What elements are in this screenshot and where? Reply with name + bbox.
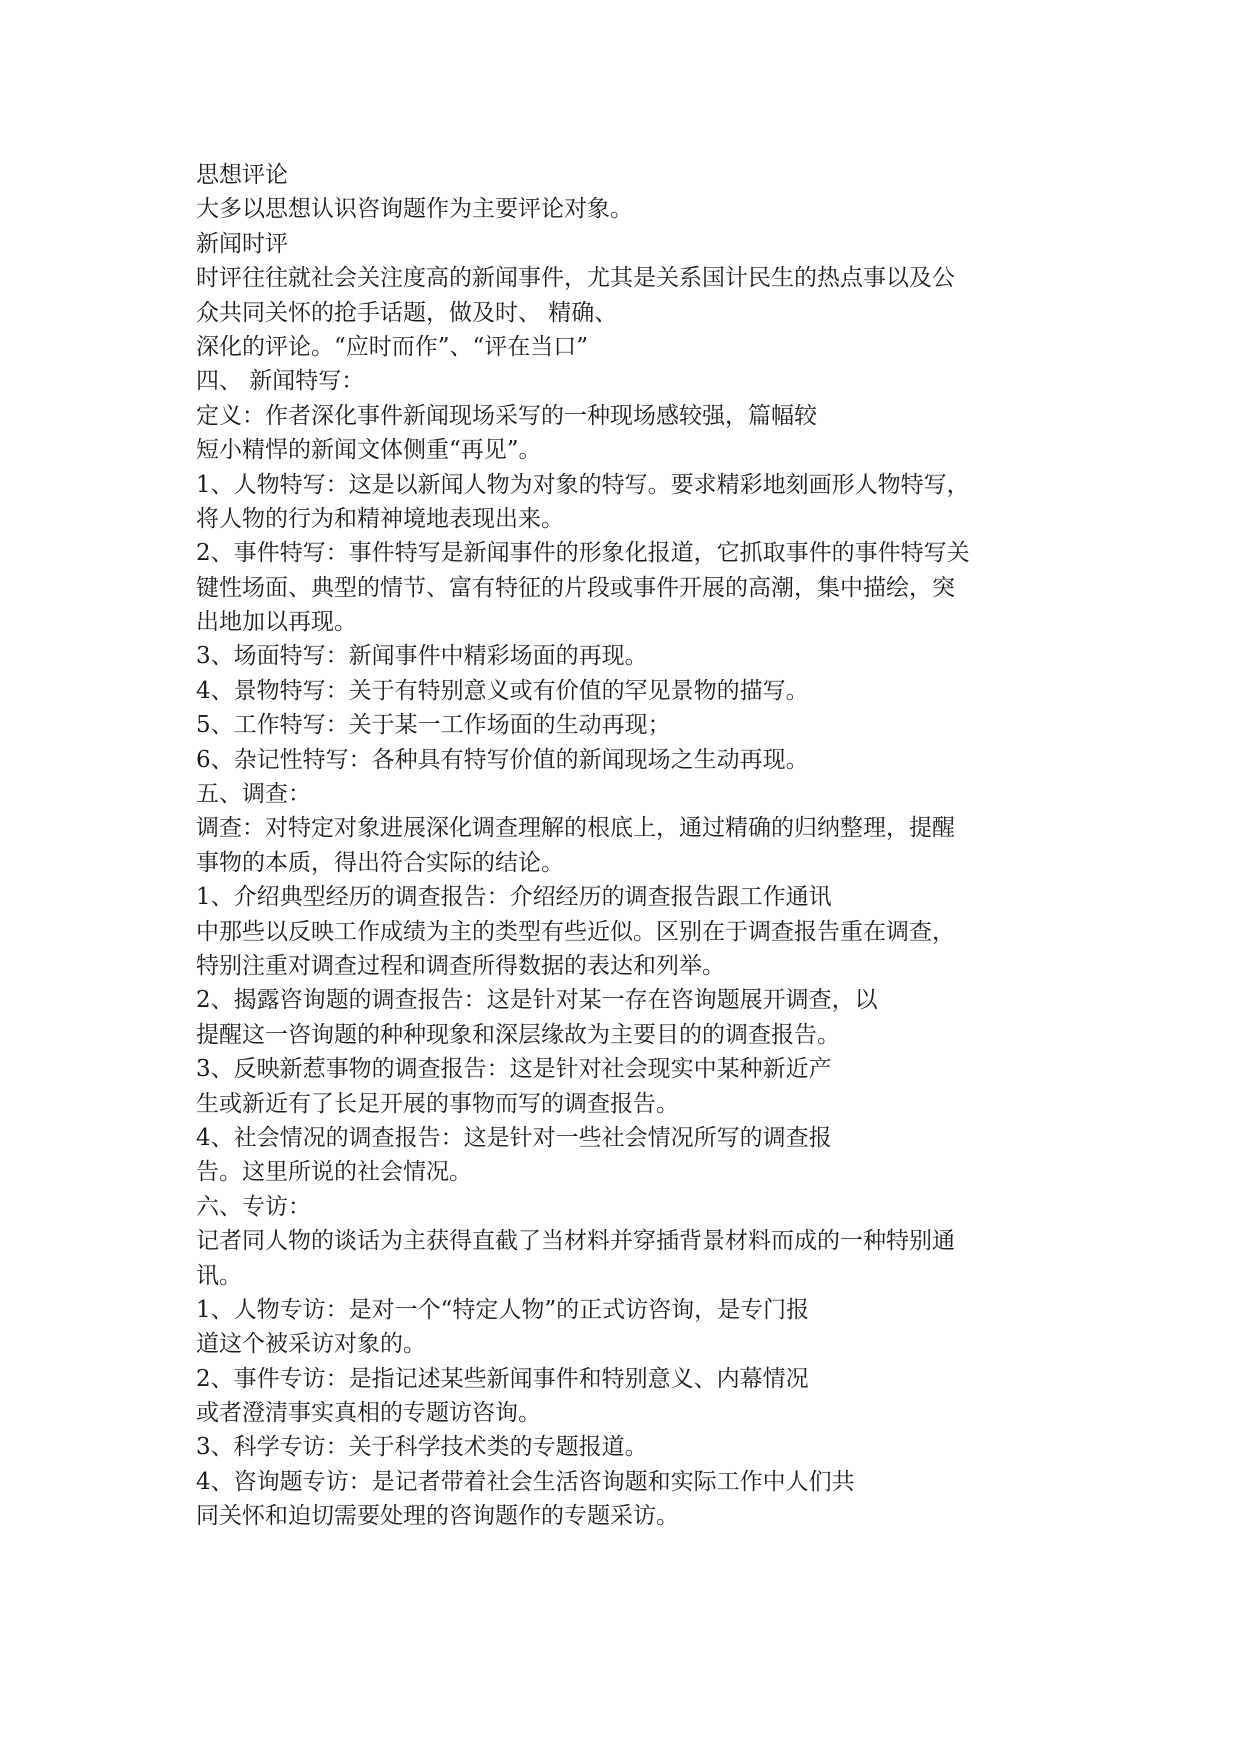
text-line: 五、调查： — [196, 781, 311, 808]
text-line: 4、景物特写：关于有特别意义或有价值的罕见景物的描写。 — [196, 677, 809, 704]
text-line: 讯。 — [196, 1262, 242, 1289]
text-line: 3、场面特写：新闻事件中精彩场面的再现。 — [196, 643, 648, 670]
text-line: 众共同关怀的抢手话题，做及时、 精确、 — [196, 299, 618, 326]
text-line: 3、科学专访：关于科学技术类的专题报道。 — [196, 1434, 648, 1461]
text-line: 告。这里所说的社会情况。 — [196, 1159, 472, 1186]
text-line: 道这个被采访对象的。 — [196, 1331, 426, 1358]
text-line: 2、揭露咨询题的调查报告：这是针对某一存在咨询题展开调查，以 — [196, 987, 878, 1014]
text-line: 记者同人物的谈话为主获得直截了当材料并穿插背景材料而成的一种特别通 — [196, 1228, 955, 1255]
text-line: 4、社会情况的调查报告：这是针对一些社会情况所写的调查报 — [196, 1124, 832, 1151]
text-line: 6、杂记性特写：各种具有特写价值的新闻现场之生动再现。 — [196, 746, 809, 773]
document-body — [196, 158, 1076, 1534]
text-line: 键性场面、典型的情节、富有特征的片段或事件开展的高潮，集中描绘，突 — [196, 574, 955, 601]
text-line: 将人物的行为和精神境地表现出来。 — [196, 505, 564, 532]
text-line: 四、 新闻特写： — [196, 368, 365, 395]
text-line: 1、人物特写：这是以新闻人物为对象的特写。要求精彩地刻画形人物特写， — [196, 471, 970, 498]
text-line: 3、反映新惹事物的调查报告：这是针对社会现实中某种新近产 — [196, 1056, 832, 1083]
text-line: 或者澄清事实真相的专题访咨询。 — [196, 1400, 541, 1427]
text-line: 中那些以反映工作成绩为主的类型有些近似。区别在于调查报告重在调查， — [196, 918, 955, 945]
text-line: 1、人物专访：是对一个“特定人物”的正式访咨询，是专门报 — [196, 1296, 810, 1323]
text-line: 六、专访： — [196, 1193, 311, 1220]
text-line: 大多以思想认识咨询题作为主要评论对象。 — [196, 196, 633, 223]
text-line: 2、事件特写：事件特写是新闻事件的形象化报道，它抓取事件的事件特写关 — [196, 540, 970, 567]
text-line: 特别注重对调查过程和调查所得数据的表达和列举。 — [196, 952, 725, 979]
text-line: 4、咨询题专访：是记者带着社会生活咨询题和实际工作中人们共 — [196, 1468, 855, 1495]
text-line: 1、介绍典型经历的调查报告：介绍经历的调查报告跟工作通讯 — [196, 884, 832, 911]
text-line: 深化的评论。“应时而作”、“评在当口” — [196, 333, 589, 360]
text-line: 短小精悍的新闻文体侧重“再见”。 — [196, 437, 542, 464]
text-line: 调查：对特定对象进展深化调查理解的根底上，通过精确的归纳整理，提醒 — [196, 815, 955, 842]
text-line: 新闻时评 — [196, 230, 288, 257]
text-line: 5、工作特写：关于某一工作场面的生动再现； — [196, 712, 671, 739]
text-line: 出地加以再现。 — [196, 609, 357, 636]
text-line: 事物的本质，得出符合实际的结论。 — [196, 849, 564, 876]
text-line: 同关怀和迫切需要处理的咨询题作的专题采访。 — [196, 1503, 679, 1530]
text-line: 2、事件专访：是指记述某些新闻事件和特别意义、内幕情况 — [196, 1365, 809, 1392]
text-line: 生或新近有了长足开展的事物而写的调查报告。 — [196, 1090, 679, 1117]
text-line: 提醒这一咨询题的种种现象和深层缘故为主要目的的调查报告。 — [196, 1021, 840, 1048]
text-line: 思想评论 — [196, 162, 288, 188]
text-line: 时评往往就社会关注度高的新闻事件，尤其是关系国计民生的热点事以及公 — [196, 265, 955, 292]
text-line: 定义：作者深化事件新闻现场采写的一种现场感较强，篇幅较 — [196, 402, 817, 429]
